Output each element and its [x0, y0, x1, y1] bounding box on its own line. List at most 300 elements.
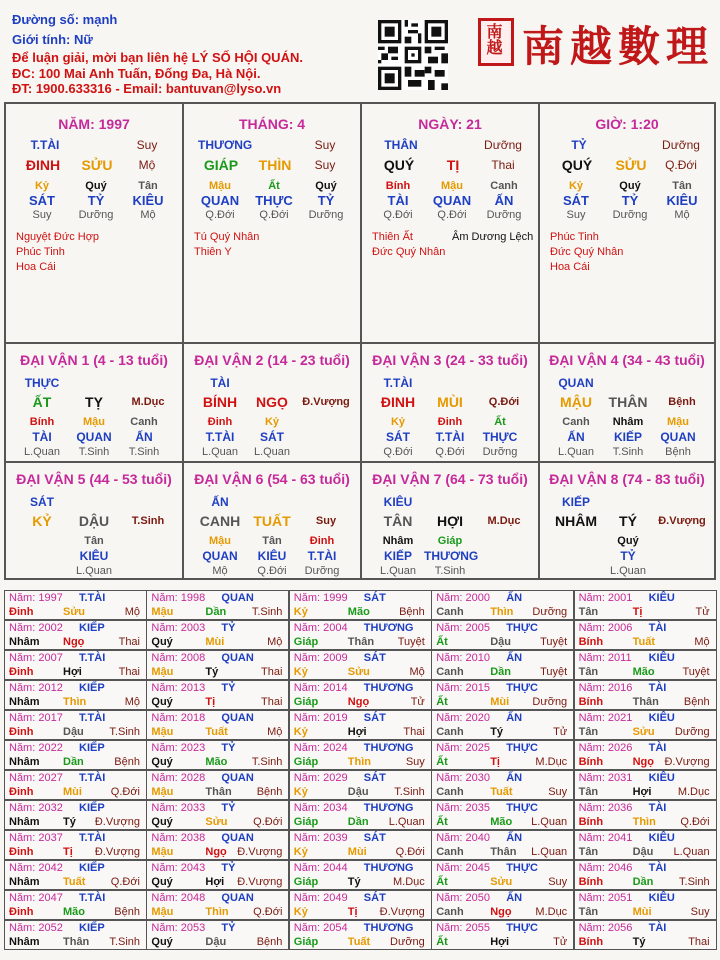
- year-can: Nhâm: [9, 936, 40, 948]
- pillar-star: Hoa Cái: [550, 261, 590, 273]
- year-can: Mậu: [151, 726, 174, 738]
- year-chi: Dậu: [490, 636, 511, 648]
- year-label: Năm: 2005: [436, 622, 490, 634]
- year-god: THƯƠNG: [363, 922, 414, 934]
- year-state: Q.Đới: [680, 816, 710, 828]
- year-state: Thai: [260, 666, 283, 678]
- qr-code-icon[interactable]: [378, 20, 448, 90]
- year-chi: Thìn: [63, 696, 87, 708]
- pillar-state-top: Dưỡng: [484, 138, 522, 152]
- year-cell: [146, 590, 289, 620]
- year-state: Bệnh: [114, 756, 140, 768]
- dai-van-state: Bệnh: [668, 396, 696, 408]
- year-state: Thai: [118, 666, 140, 678]
- dai-van-hidden-god: KIẾP: [383, 549, 412, 563]
- hidden-stem: Quý: [85, 180, 107, 192]
- year-state: L.Quan: [388, 816, 425, 828]
- year-chi: Tuất: [63, 876, 86, 888]
- year-state: Thai: [118, 636, 140, 648]
- year-cell: [289, 590, 432, 620]
- year-state: Tử: [553, 936, 568, 948]
- year-cell: [4, 920, 147, 950]
- pillar-god: T.TÀI: [30, 138, 60, 152]
- year-state: Q.Đới: [253, 906, 283, 918]
- dai-van-hidden-state: L.Quan: [557, 446, 595, 458]
- year-chi: Ngọ: [205, 846, 227, 858]
- dai-van-hidden-god: THỰC: [482, 430, 518, 444]
- gender: Giới tính: Nữ: [12, 32, 93, 47]
- year-state: Tuyệt: [682, 666, 710, 678]
- year-label: Năm: 2008: [151, 652, 206, 664]
- year-can: Tân: [578, 906, 599, 918]
- dai-van-title: ĐẠI VẬN 2 (14 - 23 tuổi): [194, 352, 350, 368]
- year-label: Năm: 2046: [578, 862, 633, 874]
- year-cell: [431, 860, 574, 890]
- year-label: Năm: 2035: [436, 802, 490, 814]
- year-cell: [289, 650, 432, 680]
- dai-van-hidden-state: L.Quan: [75, 565, 113, 577]
- hidden-state: Suy: [32, 209, 52, 221]
- year-state: Mộ: [124, 696, 140, 708]
- year-cell: [4, 710, 147, 740]
- year-state: Thai: [688, 936, 710, 948]
- year-state: Tuyệt: [540, 636, 568, 648]
- year-cell: [4, 620, 147, 650]
- year-state: Dưỡng: [674, 726, 710, 738]
- pillar-star: Thiên Ất: [372, 231, 413, 243]
- year-chi: Sửu: [347, 666, 370, 678]
- year-chi: Dậu: [632, 846, 654, 858]
- year-chi: Mùi: [490, 696, 510, 708]
- year-label: Năm: 2028: [151, 772, 206, 784]
- year-god: TỶ: [221, 922, 236, 934]
- year-label: Năm: 2018: [151, 712, 206, 724]
- year-can: Đinh: [9, 846, 34, 858]
- year-can: Đinh: [9, 906, 34, 918]
- address-line: ĐC: 100 Mai Anh Tuấn, Đống Đa, Hà Nội.: [12, 66, 261, 81]
- year-state: Tuyệt: [540, 666, 568, 678]
- year-can: Giáp: [293, 936, 319, 948]
- dai-van-hidden-god: SÁT: [386, 430, 410, 444]
- year-label: Năm: 2021: [578, 712, 633, 724]
- year-god: TÀI: [648, 862, 667, 874]
- year-can: Nhâm: [9, 876, 40, 888]
- year-cell: [574, 770, 717, 800]
- pillar-can: ĐINH: [25, 157, 61, 173]
- year-can: Canh: [436, 606, 464, 618]
- year-state: M.Dục: [535, 906, 568, 918]
- year-god: THỰC: [506, 742, 538, 754]
- year-can: Ất: [436, 876, 448, 888]
- pillar-god: THƯƠNG: [198, 138, 253, 152]
- dai-van-cell: [183, 343, 361, 462]
- dai-van-god: ẤN: [211, 495, 229, 509]
- year-god: THƯƠNG: [363, 862, 414, 874]
- dai-van-title: ĐẠI VẬN 4 (34 - 43 tuổi): [549, 352, 705, 368]
- year-label: Năm: 2044: [293, 862, 348, 874]
- dai-van-hidden-state: T.Sinh: [434, 565, 466, 577]
- dai-van-hidden-stem: Đinh: [309, 535, 335, 547]
- dai-van-chi: DẬU: [78, 513, 110, 529]
- year-state: T.Sinh: [679, 876, 710, 888]
- year-god: THỰC: [506, 622, 538, 634]
- dai-van-hidden-state: L.Quan: [201, 446, 239, 458]
- dai-van-hidden-state: L.Quan: [609, 565, 647, 577]
- year-god: TÀI: [648, 922, 667, 934]
- pillar-star: Phúc Tinh: [16, 246, 65, 258]
- hidden-state: Dưỡng: [308, 209, 344, 221]
- dai-van-hidden-stem: Mậu: [83, 416, 105, 428]
- dai-van-title: ĐẠI VẬN 7 (64 - 73 tuổi): [372, 471, 528, 487]
- year-can: Mậu: [151, 906, 174, 918]
- year-can: Quý: [151, 696, 173, 708]
- dai-van-hidden-state: Dưỡng: [304, 565, 340, 577]
- year-label: Năm: 1999: [293, 592, 348, 604]
- year-god: KIẾP: [79, 682, 105, 694]
- year-chi: Dậu: [63, 726, 84, 738]
- year-label: Năm: 2015: [436, 682, 490, 694]
- year-can: Canh: [436, 786, 464, 798]
- year-chi: Thân: [205, 786, 232, 798]
- year-god: SÁT: [363, 892, 386, 904]
- year-can: Bính: [578, 936, 604, 948]
- year-chi: Tị: [490, 756, 500, 768]
- year-can: Canh: [436, 666, 464, 678]
- year-chi: Sửu: [63, 606, 86, 618]
- year-state: Bệnh: [683, 696, 710, 708]
- hidden-god: TỶ: [87, 193, 105, 208]
- year-can: Giáp: [293, 876, 319, 888]
- year-can: Quý: [151, 876, 173, 888]
- pillar-chi: TỊ: [446, 157, 460, 173]
- year-god: SÁT: [363, 712, 386, 724]
- year-state: L.Quan: [531, 846, 568, 858]
- dai-van-hidden-stem: Ất: [494, 416, 506, 428]
- pillar-star: Đức Quý Nhân: [550, 246, 624, 258]
- year-label: Năm: 1997: [9, 592, 63, 604]
- dai-van-hidden-stem: Kỷ: [390, 416, 406, 428]
- brand-logo: [478, 10, 718, 76]
- year-chi: Hợi: [490, 936, 510, 948]
- year-cell: [431, 650, 574, 680]
- hidden-state: Q.Đới: [383, 209, 413, 221]
- year-label: Năm: 2038: [151, 832, 206, 844]
- annual-table: [4, 590, 716, 956]
- dai-van-title: ĐẠI VẬN 8 (74 - 83 tuổi): [549, 471, 705, 487]
- pillar-star: Tú Quý Nhân: [194, 231, 260, 243]
- year-can: Quý: [151, 636, 173, 648]
- dai-van-can: NHÂM: [555, 513, 597, 529]
- year-god: T.TÀI: [79, 652, 106, 664]
- dai-van-god: THỰC: [24, 376, 60, 390]
- dai-van-hidden-state: T.Sinh: [612, 446, 644, 458]
- dai-van-hidden-stem: Quý: [617, 535, 639, 547]
- year-state: Mộ: [124, 606, 140, 618]
- year-state: Dưỡng: [532, 696, 568, 708]
- hidden-stem: Quý: [315, 180, 337, 192]
- year-label: Năm: 2050: [436, 892, 490, 904]
- dai-van-cell: [361, 462, 539, 579]
- year-state: Suy: [548, 876, 568, 888]
- year-god: TỶ: [221, 682, 236, 694]
- hidden-stem: Kỷ: [34, 180, 50, 192]
- year-chi: Tị: [632, 606, 643, 618]
- year-state: Bệnh: [256, 936, 283, 948]
- pillar-state-top: Dưỡng: [662, 138, 700, 152]
- chart-grid: [4, 102, 716, 580]
- owner-name: Đường số: mạnh: [12, 12, 118, 27]
- year-state: Mộ: [409, 666, 425, 678]
- year-label: Năm: 2036: [578, 802, 633, 814]
- pillar-cell: [5, 103, 183, 343]
- pillar-star: Nguyệt Đức Hợp: [16, 231, 100, 243]
- year-label: Năm: 2051: [578, 892, 633, 904]
- year-cell: [146, 890, 289, 920]
- year-state: Tử: [553, 726, 568, 738]
- hidden-state: Dưỡng: [78, 209, 114, 221]
- year-god: SÁT: [363, 832, 386, 844]
- dai-van-chi: TUẤT: [253, 513, 291, 529]
- dai-van-cell: [539, 462, 715, 579]
- year-cell: [146, 740, 289, 770]
- year-god: KIÊU: [648, 892, 675, 904]
- year-chi: Tị: [347, 906, 358, 918]
- hidden-state: Mộ: [140, 209, 156, 221]
- hidden-god: KIÊU: [132, 193, 164, 208]
- year-god: KIÊU: [648, 592, 675, 604]
- year-chi: Dần: [347, 816, 369, 828]
- hidden-stem: Quý: [619, 180, 641, 192]
- year-label: Năm: 2013: [151, 682, 206, 694]
- year-state: Suy: [405, 756, 425, 768]
- year-state: Tử: [695, 606, 710, 618]
- hidden-stem: Kỷ: [568, 180, 584, 192]
- dai-van-god: KIẾP: [561, 495, 590, 509]
- dai-van-hidden-state: Q.Đới: [435, 446, 465, 458]
- year-can: Bính: [578, 756, 604, 768]
- hidden-stem: Tân: [672, 180, 692, 192]
- year-god: T.TÀI: [79, 772, 106, 784]
- year-god: SÁT: [363, 772, 386, 784]
- year-chi: Mão: [347, 606, 370, 618]
- dai-van-chi: TÝ: [619, 513, 637, 529]
- dai-van-state: M.Dục: [131, 396, 165, 408]
- year-chi: Mùi: [632, 906, 652, 918]
- year-cell: [431, 740, 574, 770]
- year-god: KIÊU: [648, 712, 675, 724]
- year-cell: [574, 620, 717, 650]
- year-state: T.Sinh: [109, 936, 140, 948]
- year-chi: Dậu: [205, 936, 227, 948]
- dai-van-chi: THÂN: [608, 394, 648, 410]
- year-chi: Ngọ: [490, 906, 512, 918]
- dai-van-hidden-state: L.Quan: [379, 565, 417, 577]
- year-cell: [289, 890, 432, 920]
- phone-email-line: ĐT: 1900.633316 - Email: bantuvan@lyso.vn: [12, 81, 282, 96]
- year-chi: Tuất: [205, 726, 228, 738]
- year-label: Năm: 2027: [9, 772, 63, 784]
- year-can: Quý: [151, 936, 173, 948]
- dai-van-hidden-god: ẤN: [567, 430, 585, 444]
- year-chi: Tị: [205, 696, 216, 708]
- hidden-state: Suy: [566, 209, 586, 221]
- year-cell: [146, 800, 289, 830]
- dai-van-can: ĐINH: [380, 394, 416, 410]
- year-god: ẤN: [506, 892, 523, 904]
- dai-van-god: KIÊU: [383, 495, 413, 509]
- pillar-state: Mộ: [138, 158, 156, 172]
- pillar-can: QUÝ: [383, 157, 415, 173]
- year-god: TỶ: [221, 622, 236, 634]
- header: [0, 0, 720, 100]
- year-can: Kỷ: [293, 906, 308, 918]
- year-chi: Mão: [490, 816, 513, 828]
- year-state: Đ.Vượng: [664, 756, 710, 768]
- year-label: Năm: 2052: [9, 922, 63, 934]
- year-can: Ất: [436, 696, 448, 708]
- year-god: KIÊU: [648, 652, 675, 664]
- year-god: QUAN: [221, 592, 254, 604]
- hidden-god: ẤN: [494, 193, 514, 208]
- year-state: M.Dục: [677, 786, 710, 798]
- year-cell: [574, 740, 717, 770]
- year-cell: [289, 680, 432, 710]
- year-cell: [4, 890, 147, 920]
- year-chi: Dần: [205, 606, 227, 618]
- dai-van-can: BÍNH: [202, 394, 238, 410]
- year-cell: [4, 740, 147, 770]
- pillar-chi: THÌN: [258, 157, 292, 173]
- pillar-can: QUÝ: [561, 157, 593, 173]
- hidden-god: QUAN: [432, 193, 472, 208]
- year-label: Năm: 2049: [293, 892, 348, 904]
- year-chi: Thân: [63, 936, 90, 948]
- dai-van-hidden-stem: Đinh: [207, 416, 233, 428]
- dai-van-hidden-stem: Tân: [84, 535, 104, 547]
- pillar-god: THÂN: [384, 138, 418, 152]
- hidden-state: Dưỡng: [486, 209, 522, 221]
- year-label: Năm: 2048: [151, 892, 206, 904]
- year-chi: Tý: [347, 876, 361, 888]
- year-god: THỰC: [506, 682, 538, 694]
- year-chi: Tị: [63, 846, 73, 858]
- hidden-god: QUAN: [200, 193, 240, 208]
- hidden-god: TỶ: [317, 193, 335, 208]
- year-chi: Thân: [490, 846, 517, 858]
- dai-van-god: SÁT: [30, 495, 54, 509]
- year-label: Năm: 2004: [293, 622, 348, 634]
- year-god: QUAN: [221, 652, 254, 664]
- dai-van-title: ĐẠI VẬN 1 (4 - 13 tuổi): [20, 352, 168, 368]
- year-cell: [4, 770, 147, 800]
- year-cell: [574, 710, 717, 740]
- year-can: Bính: [578, 816, 604, 828]
- hidden-state: Q.Đới: [205, 209, 235, 221]
- year-god: THƯƠNG: [363, 622, 414, 634]
- year-can: Giáp: [293, 696, 319, 708]
- hidden-god: KIÊU: [666, 193, 698, 208]
- year-god: TÀI: [648, 742, 667, 754]
- dai-van-hidden-god: T.TÀI: [307, 549, 337, 563]
- year-chi: Dần: [632, 876, 654, 888]
- year-chi: Mão: [63, 906, 85, 918]
- year-cell: [574, 680, 717, 710]
- year-god: THƯƠNG: [363, 802, 414, 814]
- year-cell: [4, 590, 147, 620]
- year-cell: [4, 650, 147, 680]
- year-god: KIẾP: [79, 922, 105, 934]
- year-chi: Tý: [632, 936, 646, 948]
- pillar-state-top: Suy: [314, 138, 336, 152]
- dai-van-hidden-state: L.Quan: [253, 446, 291, 458]
- year-god: TỶ: [221, 742, 236, 754]
- year-god: TỶ: [221, 802, 236, 814]
- year-state: L.Quan: [531, 816, 568, 828]
- year-chi: Sửu: [490, 876, 513, 888]
- dai-van-can: MẬU: [560, 394, 592, 410]
- year-cell: [574, 920, 717, 950]
- year-can: Kỷ: [293, 606, 308, 618]
- year-label: Năm: 2040: [436, 832, 490, 844]
- pillar-cell: [361, 103, 539, 343]
- year-label: Năm: 2032: [9, 802, 63, 814]
- year-cell: [289, 710, 432, 740]
- year-can: Canh: [436, 846, 464, 858]
- hidden-state: Q.Đới: [437, 209, 467, 221]
- year-can: Bính: [578, 636, 604, 648]
- year-god: KIẾP: [79, 742, 105, 754]
- year-can: Tân: [578, 726, 599, 738]
- year-cell: [146, 650, 289, 680]
- year-state: Mộ: [267, 726, 283, 738]
- dai-van-hidden-god: ẤN: [135, 430, 153, 444]
- year-label: Năm: 2034: [293, 802, 348, 814]
- dai-van-hidden-god: TÀI: [32, 430, 52, 444]
- year-chi: Thân: [632, 696, 659, 708]
- year-state: Dưỡng: [390, 936, 425, 948]
- year-state: T.Sinh: [251, 606, 283, 618]
- year-label: Năm: 2023: [151, 742, 206, 754]
- year-label: Năm: 2010: [436, 652, 490, 664]
- year-state: T.Sinh: [251, 756, 283, 768]
- year-cell: [4, 830, 147, 860]
- year-can: Quý: [151, 816, 173, 828]
- year-cell: [431, 680, 574, 710]
- hidden-state: Q.Đới: [259, 209, 289, 221]
- dai-van-chi: TỴ: [85, 394, 103, 410]
- year-god: TÀI: [648, 802, 667, 814]
- year-state: Suy: [690, 906, 710, 918]
- year-cell: [4, 800, 147, 830]
- year-cell: [289, 800, 432, 830]
- year-label: Năm: 2006: [578, 622, 633, 634]
- hidden-god: SÁT: [563, 193, 589, 208]
- dai-van-hidden-state: Dưỡng: [482, 446, 518, 458]
- year-chi: Tuất: [490, 786, 513, 798]
- year-chi: Hợi: [632, 786, 652, 798]
- year-label: Năm: 2002: [9, 622, 63, 634]
- year-can: Mậu: [151, 666, 174, 678]
- dai-van-cell: [5, 343, 183, 462]
- year-label: Năm: 2025: [436, 742, 490, 754]
- year-chi: Dần: [490, 666, 511, 678]
- year-cell: [146, 830, 289, 860]
- dai-van-can: CANH: [199, 513, 241, 529]
- dai-van-hidden-stem: Mậu: [209, 535, 231, 547]
- year-god: T.TÀI: [79, 892, 106, 904]
- year-chi: Tý: [490, 726, 504, 738]
- year-label: Năm: 2041: [578, 832, 633, 844]
